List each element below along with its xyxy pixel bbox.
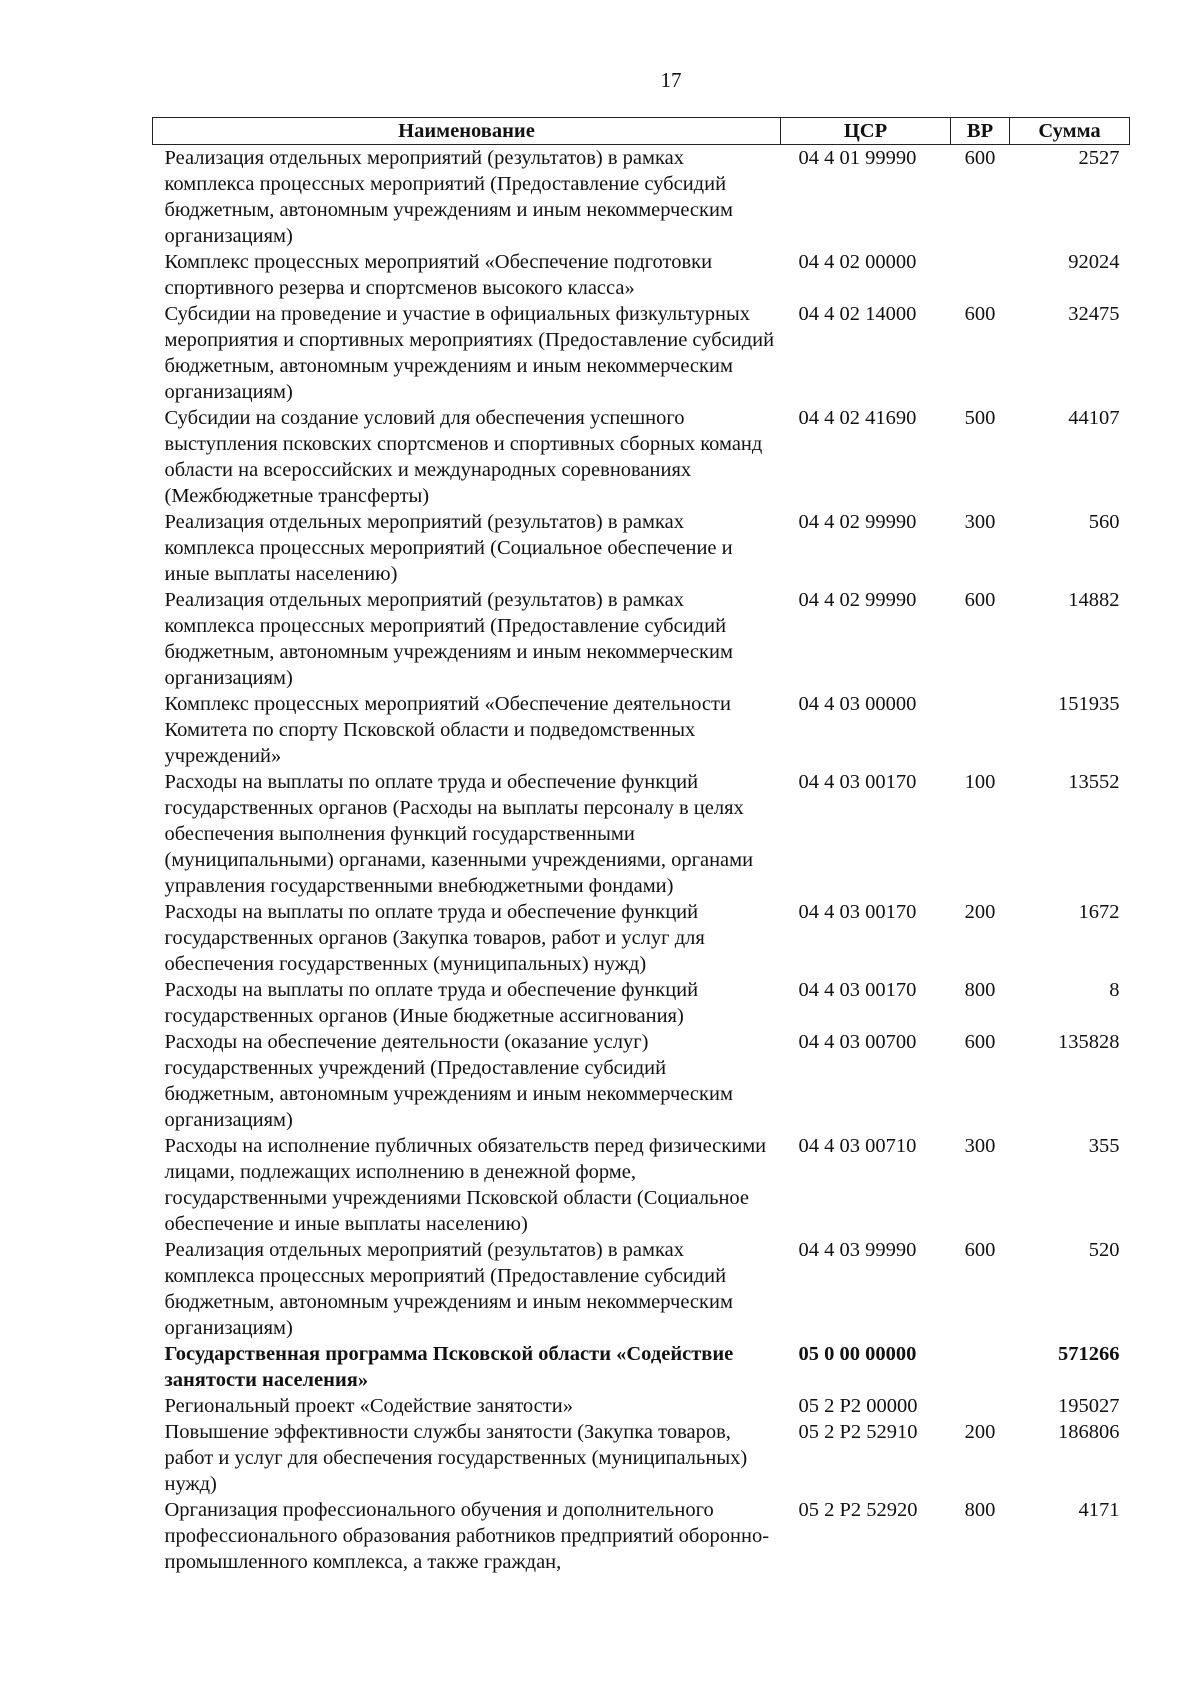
row-vr: 800 bbox=[964, 1499, 996, 1521]
table-row bbox=[153, 1419, 1130, 1497]
table-row bbox=[153, 769, 1130, 899]
row-csr: 04 4 03 00170 bbox=[798, 979, 917, 1001]
row-sum: 13552 bbox=[1068, 771, 1120, 793]
budget-table bbox=[152, 117, 1130, 1575]
table-row bbox=[153, 1341, 1130, 1393]
row-csr: 04 4 02 99990 bbox=[798, 511, 917, 533]
row-csr: 04 4 03 00710 bbox=[798, 1135, 917, 1157]
row-vr: 300 bbox=[964, 1135, 996, 1157]
table-row bbox=[153, 1393, 1130, 1419]
row-csr: 05 2 Р2 52910 bbox=[798, 1421, 918, 1443]
row-csr: 04 4 01 99990 bbox=[798, 147, 917, 169]
row-csr: 04 4 03 00700 bbox=[798, 1031, 917, 1053]
row-csr: 04 4 02 41690 bbox=[798, 407, 917, 429]
table-row bbox=[153, 977, 1130, 1029]
table-row bbox=[153, 691, 1130, 769]
row-sum: 186806 bbox=[1058, 1421, 1120, 1443]
row-vr: 600 bbox=[964, 589, 996, 611]
row-vr: 600 bbox=[964, 303, 996, 325]
row-sum: 44107 bbox=[1068, 407, 1120, 429]
row-csr: 05 0 00 00000 bbox=[798, 1343, 917, 1365]
row-csr: 04 4 02 00000 bbox=[798, 251, 917, 273]
row-name: Реализация отдельных мероприятий (результатов) в рамках комплекса процессных мероприятий (Предоставление субсидий бюджетным, автономным учреждениям и иным некоммерческим организациям) bbox=[164, 589, 733, 689]
row-sum: 135828 bbox=[1058, 1031, 1120, 1053]
row-sum: 560 bbox=[1088, 511, 1120, 533]
row-name: Расходы на выплаты по оплате труда и обеспечение функций государственных органов (Закупка товаров, работ и услуг для обеспечения государственных (муниципальных) нужд) bbox=[164, 901, 705, 975]
row-csr: 04 4 03 00170 bbox=[798, 901, 917, 923]
page-number: 17 bbox=[660, 68, 682, 92]
table-row bbox=[153, 1497, 1130, 1575]
row-vr: 600 bbox=[964, 1031, 996, 1053]
row-name: Комплекс процессных мероприятий «Обеспечение деятельности Комитета по спорту Псковской области и подведомственных учреждений» bbox=[164, 693, 731, 767]
row-vr: 200 bbox=[964, 901, 996, 923]
row-sum: 520 bbox=[1088, 1239, 1120, 1261]
row-vr bbox=[951, 1341, 1010, 1393]
row-name: Повышение эффективности службы занятости (Закупка товаров, работ и услуг для обеспечения государственных (муниципальных) нужд) bbox=[164, 1421, 748, 1495]
table-header bbox=[153, 118, 1130, 145]
row-vr bbox=[951, 691, 1010, 769]
row-name: Расходы на обеспечение деятельности (оказание услуг) государственных учреждений (Предоставление субсидий бюджетным, автономным учреждениям и иным некоммерческим организациям) bbox=[164, 1031, 733, 1131]
row-csr: 05 2 Р2 52920 bbox=[798, 1499, 918, 1521]
table-row bbox=[153, 1237, 1130, 1341]
row-name: Региональный проект «Содействие занятости» bbox=[164, 1395, 573, 1417]
row-name: Субсидии на проведение и участие в официальных физкультурных мероприятия и спортивных мероприятиях (Предоставление субсидий бюджетным, автономным учреждениям и иным некоммерческим организациям) bbox=[164, 303, 775, 403]
row-name: Расходы на исполнение публичных обязательств перед физическими лицами, подлежащих исполнению в денежной форме, государственными учреждениями Псковской области (Социальное обеспечение и иные выплаты населению) bbox=[164, 1135, 767, 1235]
row-vr: 600 bbox=[964, 147, 996, 169]
header-csr: ЦСР bbox=[781, 118, 951, 145]
row-sum: 14882 bbox=[1068, 589, 1120, 611]
table-row bbox=[153, 1133, 1130, 1237]
row-name: Комплекс процессных мероприятий «Обеспечение подготовки спортивного резерва и спортсменов высокого класса» bbox=[164, 251, 713, 299]
row-csr: 04 4 03 00000 bbox=[798, 693, 917, 715]
table-row bbox=[153, 1029, 1130, 1133]
row-name: Расходы на выплаты по оплате труда и обеспечение функций государственных органов (Иные бюджетные ассигнования) bbox=[164, 979, 699, 1027]
row-sum: 2527 bbox=[1078, 147, 1120, 169]
row-name: Организация профессионального обучения и дополнительного профессионального образования работников предприятий оборонно-промышленного комплекса, а также граждан, bbox=[164, 1499, 770, 1573]
row-vr: 100 bbox=[964, 771, 996, 793]
row-vr: 600 bbox=[964, 1239, 996, 1261]
row-name: Субсидии на создание условий для обеспечения успешного выступления псковских спортсменов и спортивных сборных команд области на всероссийских и международных соревнованиях (Межбюджетные трансферты) bbox=[164, 407, 763, 507]
table-body bbox=[153, 145, 1130, 1576]
row-name: Расходы на выплаты по оплате труда и обеспечение функций государственных органов (Расходы на выплаты персоналу в целях обеспечения выполнения функций государственными (муниципальными) органами, казенными учреждениями, органами управления государственными внебюджетными фондами) bbox=[164, 771, 754, 897]
table-row bbox=[153, 249, 1130, 301]
table-row bbox=[153, 509, 1130, 587]
row-vr bbox=[951, 249, 1010, 301]
row-vr: 300 bbox=[964, 511, 996, 533]
row-sum: 195027 bbox=[1058, 1395, 1120, 1417]
table-row bbox=[153, 899, 1130, 977]
row-vr: 500 bbox=[964, 407, 996, 429]
row-vr: 200 bbox=[964, 1421, 996, 1443]
header-vr: ВР bbox=[951, 118, 1010, 145]
row-csr: 04 4 03 00170 bbox=[798, 771, 917, 793]
table-row bbox=[153, 301, 1130, 405]
row-vr: 800 bbox=[964, 979, 996, 1001]
header-name: Наименование bbox=[153, 118, 781, 145]
table-row bbox=[153, 145, 1130, 250]
row-sum: 355 bbox=[1088, 1135, 1120, 1157]
row-name: Реализация отдельных мероприятий (результатов) в рамках комплекса процессных мероприятий (Социальное обеспечение и иные выплаты населению) bbox=[164, 511, 733, 585]
row-csr: 04 4 03 99990 bbox=[798, 1239, 917, 1261]
row-csr: 04 4 02 99990 bbox=[798, 589, 917, 611]
header-sum: Сумма bbox=[1010, 118, 1130, 145]
table-row bbox=[153, 405, 1130, 509]
row-sum: 92024 bbox=[1068, 251, 1120, 273]
row-vr bbox=[951, 1393, 1010, 1419]
row-sum: 8 bbox=[1109, 979, 1120, 1001]
row-sum: 571266 bbox=[1058, 1343, 1120, 1365]
row-sum: 151935 bbox=[1058, 693, 1120, 715]
table-row bbox=[153, 587, 1130, 691]
row-csr: 04 4 02 14000 bbox=[798, 303, 917, 325]
row-name: Реализация отдельных мероприятий (результатов) в рамках комплекса процессных мероприятий (Предоставление субсидий бюджетным, автономным учреждениям и иным некоммерческим организациям) bbox=[164, 1239, 733, 1339]
row-name: Реализация отдельных мероприятий (результатов) в рамках комплекса процессных мероприятий (Предоставление субсидий бюджетным, автономным учреждениям и иным некоммерческим организациям) bbox=[164, 147, 733, 247]
row-csr: 05 2 Р2 00000 bbox=[798, 1395, 918, 1417]
row-sum: 32475 bbox=[1068, 303, 1120, 325]
row-sum: 1672 bbox=[1078, 901, 1120, 923]
row-name: Государственная программа Псковской области «Содействие занятости населения» bbox=[164, 1343, 734, 1391]
row-sum: 4171 bbox=[1078, 1499, 1120, 1521]
